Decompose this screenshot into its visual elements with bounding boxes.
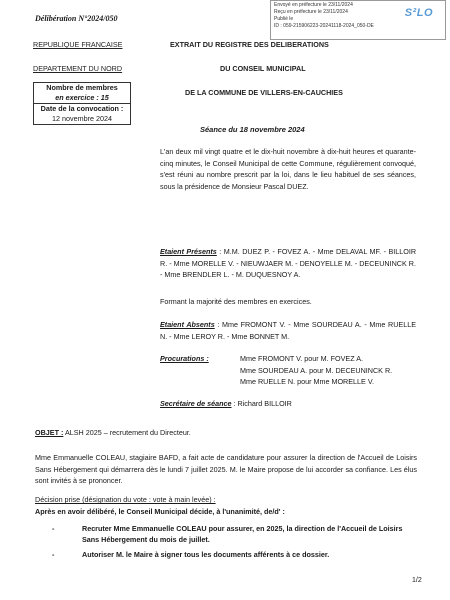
stamp-published: Publié le bbox=[274, 16, 294, 22]
secretaire-name: : Richard BILLOIR bbox=[231, 399, 292, 408]
objet-label: OBJET : bbox=[35, 428, 64, 437]
intro-paragraph: L'an deux mil vingt quatre et le dix-huit novembre à dix-huit heures et quarante-cinq minutes, le Conseil Municipal de cette Commune, régulièrement convoqué, s'est réuni au nombre prescrit par la loi, dans le lieu habituel de ses séances, sous la présidence de Monsieur Pascal DUEZ. bbox=[160, 147, 416, 191]
page-number: 1/2 bbox=[412, 577, 422, 584]
absents-list: : Mme FROMONT V. - Mme SOURDEAU A. - Mme RUELLE N. - Mme LEROY R. - Mme BONNET M. bbox=[160, 320, 416, 341]
decision-label: Décision prise (désignation du vote : vote à main levée) : bbox=[35, 495, 216, 504]
seance-date: Séance du 18 novembre 2024 bbox=[200, 125, 305, 134]
presents-list: : M.M. DUEZ P. - FOVEZ A. - Mme DELAVAL MF. - BILLOIR R. - Mme MORELLE V. - NIEUWJAER M. - DENOYELLE M. - DECEUNINCK R. - Mme BRENDLER L. - M. DUQUESNOY A. bbox=[160, 247, 417, 279]
republique-label: REPUBLIQUE FRANCAISE bbox=[33, 40, 123, 49]
presents-label: Etaient Présents bbox=[160, 247, 217, 256]
objet-block bbox=[35, 427, 191, 439]
decision-text: Après en avoir délibéré, le Conseil Municipal décide, à l'unanimité, de/d' : bbox=[35, 507, 285, 516]
info-box bbox=[33, 82, 131, 125]
absents-label: Etaient Absents bbox=[160, 320, 215, 329]
objet-text: ALSH 2025 – recrutement du Directeur. bbox=[63, 428, 191, 437]
convocation-label: Date de la convocation : bbox=[34, 103, 130, 114]
secretaire-block bbox=[160, 398, 292, 410]
bullet-dash: - bbox=[52, 550, 55, 559]
slo-logo: S²LO bbox=[404, 7, 433, 19]
procurations-label: Procurations : bbox=[160, 354, 209, 363]
bullet-recruter: Recruter Mme Emmanuelle COLEAU pour assurer, en 2025, la direction de l'Accueil de Loisirs Sans Hébergement du mois de juillet. bbox=[82, 524, 403, 544]
majority-text: Formant la majorité des membres en exercices. bbox=[160, 297, 312, 306]
convocation-date: 12 novembre 2024 bbox=[52, 114, 112, 123]
presents-block bbox=[160, 246, 416, 281]
prefecture-stamp bbox=[270, 0, 446, 40]
procuration-item: Mme RUELLE N. pour Mme MORELLE V. bbox=[240, 377, 374, 386]
stamp-id: ID : 059-215906223-20241118-2024_050-DE bbox=[274, 23, 374, 29]
stamp-received: Reçu en préfecture le 23/11/2024 bbox=[274, 9, 348, 15]
bullet-autoriser: Autoriser M. le Maire à signer tous les documents afférents à ce dossier. bbox=[82, 550, 330, 559]
deliberation-number: Délibération N°2024/050 bbox=[35, 14, 118, 23]
commune-title: DE LA COMMUNE DE VILLERS-EN-CAUCHIES bbox=[185, 88, 343, 97]
bullet-dash: - bbox=[52, 524, 55, 533]
conseil-title: DU CONSEIL MUNICIPAL bbox=[220, 64, 306, 73]
departement-label: DEPARTEMENT DU NORD bbox=[33, 64, 123, 73]
stamp-sent: Envoyé en préfecture le 23/11/2024 bbox=[274, 2, 353, 8]
registre-title: EXTRAIT DU REGISTRE DES DELIBERATIONS bbox=[170, 40, 329, 49]
members-count: en exercice : 15 bbox=[55, 93, 109, 102]
procurations-list bbox=[240, 353, 420, 388]
procuration-item: Mme SOURDEAU A. pour M. DECEUNINCK R. bbox=[240, 365, 393, 375]
body-paragraph: Mme Emmanuelle COLEAU, stagiaire BAFD, a fait acte de candidature pour assurer la direction de l'Accueil de Loisirs Sans Hébergement qui démarrera dès le lundi 7 juillet 2025. M. le Maire propose de lui accorder sa confiance. Les élus sont invités à se prononcer. bbox=[35, 453, 417, 485]
procuration-item: Mme FROMONT V. pour M. FOVEZ A. bbox=[240, 354, 364, 363]
absents-block bbox=[160, 319, 416, 342]
members-label: Nombre de membres bbox=[46, 83, 118, 92]
secretaire-label: Secrétaire de séance bbox=[160, 399, 232, 408]
